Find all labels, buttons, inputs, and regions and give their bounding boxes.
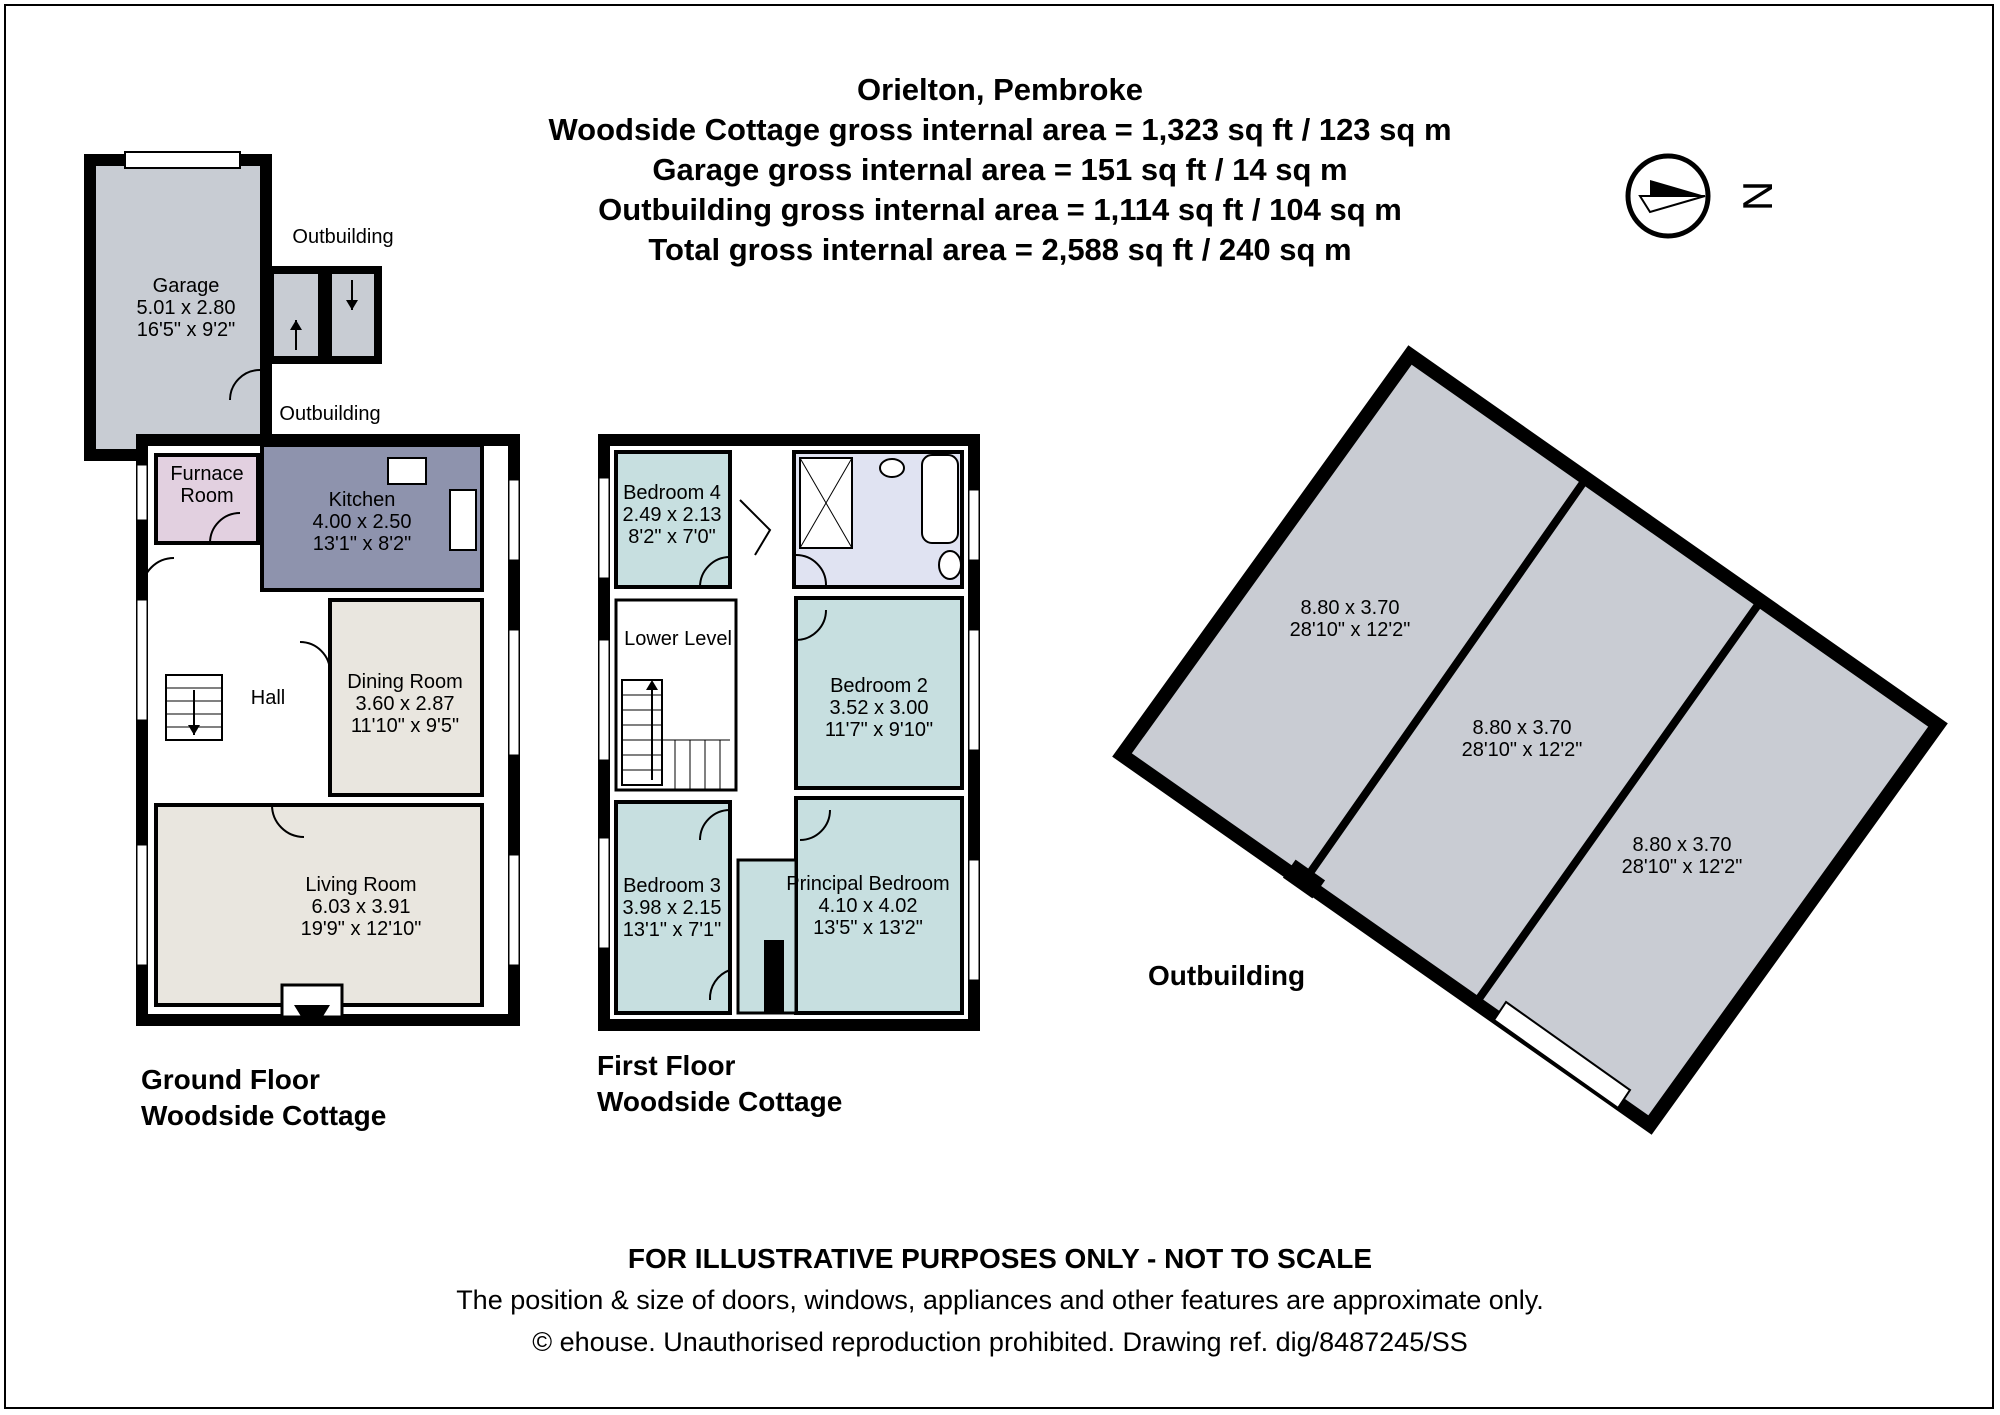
window-icon (969, 630, 979, 750)
living-imperial: 19'9" x 12'10" (300, 918, 422, 940)
bay1-metric: 8.80 x 3.70 (1300, 597, 1400, 619)
area-total: Total gross internal area = 2,588 sq ft / 240 sq m (648, 232, 1352, 267)
furnace-name-line1: Furnace (170, 463, 244, 485)
window-icon (137, 465, 147, 520)
bedroom2-imperial: 11'7" x 9'10" (824, 719, 934, 741)
kitchen-name: Kitchen (328, 489, 396, 511)
window-icon (509, 630, 519, 755)
garage-imperial: 16'5" x 9'2" (136, 319, 236, 341)
principal-name: Principal Bedroom (786, 873, 950, 895)
principal-imperial: 13'5" x 13'2" (813, 917, 923, 939)
bath-icon (922, 455, 958, 543)
bedroom4-name: Bedroom 4 (623, 482, 721, 504)
area-woodside: Woodside Cottage gross internal area = 1,323 sq ft / 123 sq m (548, 112, 1452, 147)
outbuilding-bottom-label: Outbuilding (279, 403, 381, 425)
compass-north-label: N (1734, 180, 1781, 212)
bedroom2-name: Bedroom 2 (830, 675, 928, 697)
first-floor-caption (597, 1048, 842, 1120)
bedroom4-imperial: 8'2" x 7'0" (628, 526, 716, 548)
approximation-note: The position & size of doors, windows, appliances and other features are approximate only. (456, 1285, 1544, 1315)
ground-floor-caption-line2: Woodside Cottage (141, 1100, 387, 1131)
kitchen-imperial: 13'1" x 8'2" (312, 533, 412, 555)
copyright-text: © ehouse. Unauthorised reproduction prohibited. Drawing ref. dig/8487245/SS (532, 1327, 1468, 1357)
hob-icon (388, 458, 426, 484)
chimney-breast (764, 940, 784, 1013)
bedroom2-metric: 3.52 x 3.00 (829, 697, 929, 719)
location-title: Orielton, Pembroke (857, 72, 1143, 107)
principal-metric: 4.10 x 4.02 (818, 895, 918, 917)
window-icon (509, 855, 519, 965)
window-icon (969, 490, 979, 560)
kitchen-metric: 4.00 x 2.50 (312, 511, 412, 533)
toilet-icon (939, 551, 961, 579)
first-floor-caption-line2: Woodside Cottage (597, 1086, 843, 1117)
living-metric: 6.03 x 3.91 (311, 896, 411, 918)
first-floor-caption-line1: First Floor (597, 1050, 736, 1081)
ground-floor-caption-line1: Ground Floor (141, 1064, 320, 1095)
compass-icon (1628, 156, 1781, 236)
window-icon (137, 600, 147, 720)
area-garage: Garage gross internal area = 151 sq ft / 14 sq m (652, 152, 1348, 187)
ground-floor-caption (141, 1062, 386, 1134)
dining-metric: 3.60 x 2.87 (355, 693, 455, 715)
bay3-metric: 8.80 x 3.70 (1632, 834, 1732, 856)
outbuilding-caption: Outbuilding (1148, 960, 1306, 991)
sink-icon (450, 490, 476, 550)
bedroom3-metric: 3.98 x 2.15 (622, 897, 722, 919)
bedroom4-metric: 2.49 x 2.13 (622, 504, 722, 526)
bedroom3-name: Bedroom 3 (623, 875, 721, 897)
window-icon (137, 845, 147, 965)
window-icon (509, 480, 519, 560)
furnace-name-line2: Room (180, 485, 234, 507)
basin-icon (880, 459, 904, 477)
outbuilding-top-label: Outbuilding (292, 226, 394, 248)
bay2-imperial: 28'10" x 12'2" (1461, 739, 1583, 761)
bedroom3-imperial: 13'1" x 7'1" (622, 919, 722, 941)
living-name: Living Room (305, 874, 417, 896)
area-outbuilding: Outbuilding gross internal area = 1,114 sq ft / 104 sq m (598, 192, 1402, 227)
garage-door-icon (125, 152, 240, 168)
bay1-imperial: 28'10" x 12'2" (1289, 619, 1411, 641)
bay3-imperial: 28'10" x 12'2" (1621, 856, 1743, 878)
window-icon (599, 640, 609, 760)
window-icon (599, 478, 609, 578)
hall-name: Hall (250, 687, 286, 709)
window-icon (969, 860, 979, 980)
window-icon (599, 838, 609, 948)
bay2-metric: 8.80 x 3.70 (1472, 717, 1572, 739)
lower-level-name: Lower Level (624, 628, 732, 650)
garage-name: Garage (152, 275, 220, 297)
dining-name: Dining Room (347, 671, 463, 693)
garage-metric: 5.01 x 2.80 (136, 297, 236, 319)
dining-imperial: 11'10" x 9'5" (350, 715, 460, 737)
stairs-icon (622, 680, 662, 785)
disclaimer-text: FOR ILLUSTRATIVE PURPOSES ONLY - NOT TO SCALE (627, 1243, 1373, 1274)
